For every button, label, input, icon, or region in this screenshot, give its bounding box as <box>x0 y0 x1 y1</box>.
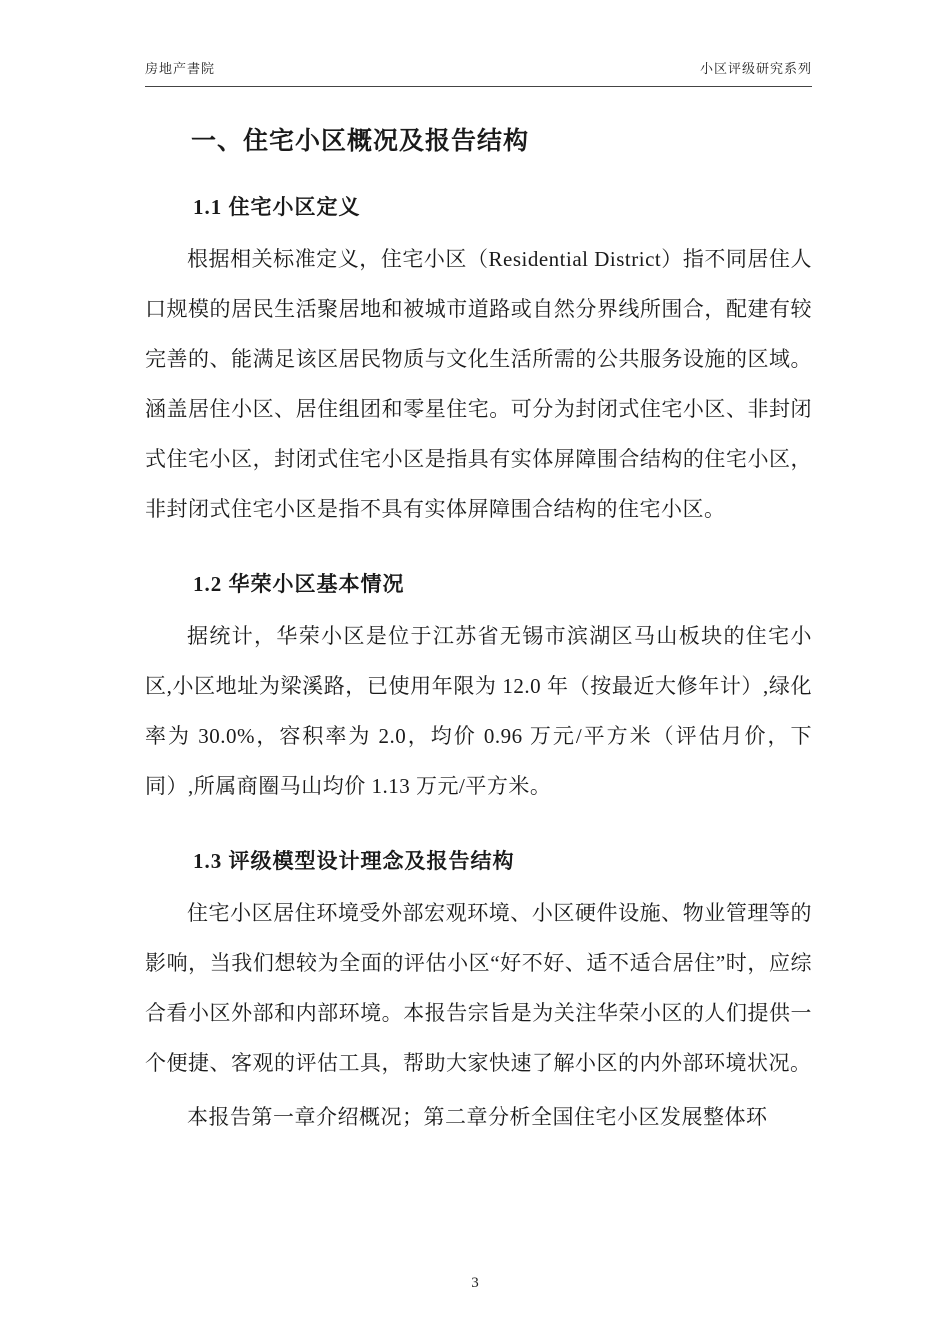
page-header <box>145 58 812 87</box>
section-heading-1-3: 1.3 评级模型设计理念及报告结构 <box>193 849 515 873</box>
section-1-3-paragraph-2: 本报告第一章介绍概况；第二章分析全国住宅小区发展整体环 <box>187 1105 768 1129</box>
header-left-text: 房地产書院 <box>145 61 216 76</box>
page-number: 3 <box>471 1275 479 1291</box>
section-heading-1-2: 1.2 华荣小区基本情况 <box>193 572 405 596</box>
document-title: 一、住宅小区概况及报告结构 <box>191 128 530 155</box>
section-1-2-paragraph: 据统计，华荣小区是位于江苏省无锡市滨湖区马山板块的住宅小区,小区地址为梁溪路，已使用年限为 12.0 年（按最近大修年计）,绿化率为 30.0%，容积率为 2.0，均价 0.96 万元/平方米（评估月价，下同）,所属商圈马山均价 1.13 万元/平方米。 <box>145 624 812 798</box>
section-1-3-paragraph-1: 住宅小区居住环境受外部宏观环境、小区硬件设施、物业管理等的影响，当我们想较为全面的评估小区“好不好、适不适合居住”时，应综合看小区外部和内部环境。本报告宗旨是为关注华荣小区的人们提供一个便捷、客观的评估工具，帮助大家快速了解小区的内外部环境状况。 <box>145 901 812 1075</box>
section-heading-1-1: 1.1 住宅小区定义 <box>193 195 361 219</box>
header-right-text: 小区评级研究系列 <box>699 61 812 76</box>
section-1-1-paragraph: 根据相关标准定义，住宅小区（Residential District）指不同居住人口规模的居民生活聚居地和被城市道路或自然分界线所围合，配建有较完善的、能满足该区居民物质与文化生活所需的公共服务设施的区域。涵盖居住小区、居住组团和零星住宅。可分为封闭式住宅小区、非封闭式住宅小区，封闭式住宅小区是指具有实体屏障围合结构的住宅小区，非封闭式住宅小区是指不具有实体屏障围合结构的住宅小区。 <box>145 247 812 521</box>
